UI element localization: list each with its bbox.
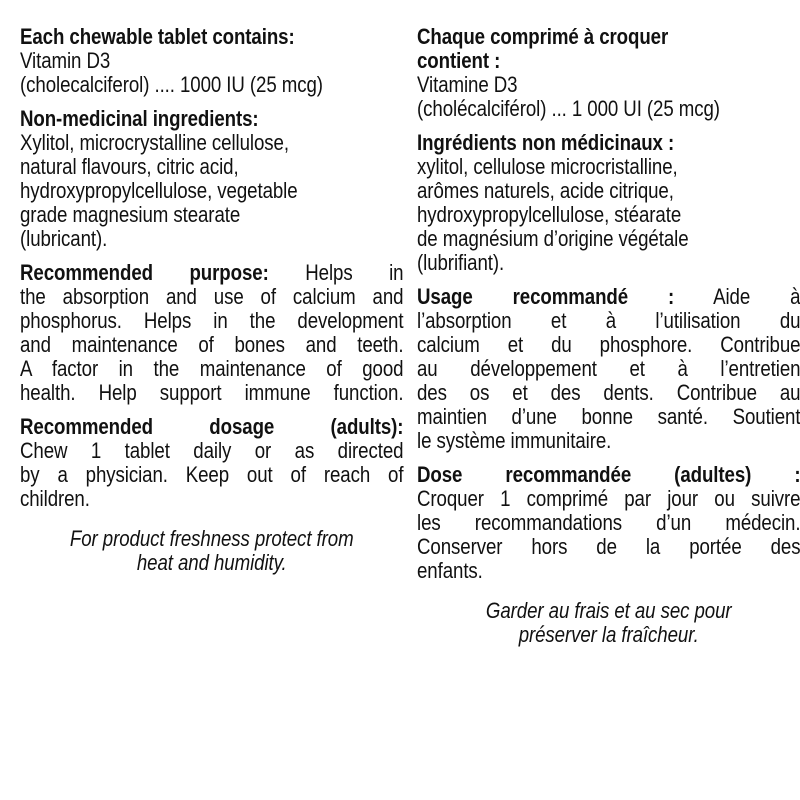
fr-purpose-text: Aide à [713,284,800,309]
fr-purpose-section [417,285,800,453]
en-dosage-line: by a physician. Keep out of reach of [20,462,404,487]
fr-contains-section [417,25,800,121]
en-purpose-first-line [20,261,403,285]
fr-non-medicinal-heading: Ingrédients non médicinaux : [417,130,675,155]
en-purpose-section [20,261,403,405]
en-purpose-line: A factor in the maintenance of good [20,356,404,381]
fr-purpose-line: calcium et du phosphore. Contribue [417,332,800,357]
en-purpose-line: and maintenance of bones and teeth. [20,332,404,357]
fr-purpose-line: au développement et à l’entretien [417,356,800,381]
fr-dosage-heading: Dose recommandée (adultes) : [417,462,800,487]
en-dosage-line: Chew 1 tablet daily or as directed [20,438,404,463]
fr-purpose-line: maintien d’une bonne santé. Soutient [417,404,800,429]
fr-ingredient-line: (lubrifiant). [417,250,505,275]
fr-ingredient-line: hydroxypropylcellulose, stéarate [417,202,682,227]
fr-storage-note-line: préserver la fraîcheur. [518,622,699,647]
fr-dosage-line: enfants. [417,558,483,583]
fr-contains-heading: Chaque comprimé à croquer [417,24,669,49]
en-ingredient-line: natural flavours, citric acid, [20,154,239,179]
fr-purpose-line: le système immunitaire. [417,428,612,453]
en-ingredient-line: hydroxypropylcellulose, vegetable [20,178,298,203]
en-ingredient-line: grade magnesium stearate [20,202,241,227]
en-purpose-line: health. Help support immune function. [20,380,404,405]
en-non-medicinal-heading: Non-medicinal ingredients: [20,106,259,131]
en-storage-note [20,527,403,575]
en-storage-note-line: For product freshness protect from [69,526,354,551]
fr-purpose-first-line [417,285,800,309]
fr-purpose-line: l’absorption et à l’utilisation du [417,308,800,333]
fr-dosage-section [417,463,800,583]
en-contains-line: Vitamin D3 [20,48,111,73]
fr-dosage-line: Conserver hors de la portée des [417,534,800,559]
french-column [417,25,800,647]
fr-ingredient-line: de magnésium d’origine végétale [417,226,689,251]
en-dosage-section [20,415,403,511]
fr-ingredient-line: xylitol, cellulose microcristalline, [417,154,678,179]
fr-dosage-line: Croquer 1 comprimé par jour ou suivre [417,486,800,511]
en-dosage-heading: Recommended dosage (adults): [20,414,404,439]
en-contains-heading: Each chewable tablet contains: [20,24,295,49]
english-column [20,25,403,575]
en-ingredient-line: (lubricant). [20,226,108,251]
en-purpose-line: the absorption and use of calcium and [20,284,404,309]
en-purpose-text: Helps in [305,260,404,285]
fr-non-medicinal-section [417,131,800,275]
fr-purpose-line: des os et des dents. Contribue au [417,380,800,405]
fr-ingredient-line: arômes naturels, acide citrique, [417,178,674,203]
en-contains-section [20,25,403,97]
fr-purpose-heading: Usage recommandé : [417,284,675,309]
en-non-medicinal-section [20,107,403,251]
fr-storage-note [417,599,800,647]
en-dosage-line: children. [20,486,90,511]
en-contains-line: (cholecalciferol) .... 1000 IU (25 mcg) [20,72,323,97]
en-ingredient-line: Xylitol, microcrystalline cellulose, [20,130,289,155]
en-purpose-heading: Recommended purpose: [20,260,269,285]
fr-storage-note-line: Garder au frais et au sec pour [485,598,732,623]
fr-contains-line: (cholécalciférol) ... 1 000 UI (25 mcg) [417,96,720,121]
en-storage-note-line: heat and humidity. [136,550,287,575]
fr-contains-heading: contient : [417,48,501,73]
fr-dosage-line: les recommandations d’un médecin. [417,510,800,535]
fr-contains-line: Vitamine D3 [417,72,518,97]
en-purpose-line: phosphorus. Helps in the development [20,308,404,333]
